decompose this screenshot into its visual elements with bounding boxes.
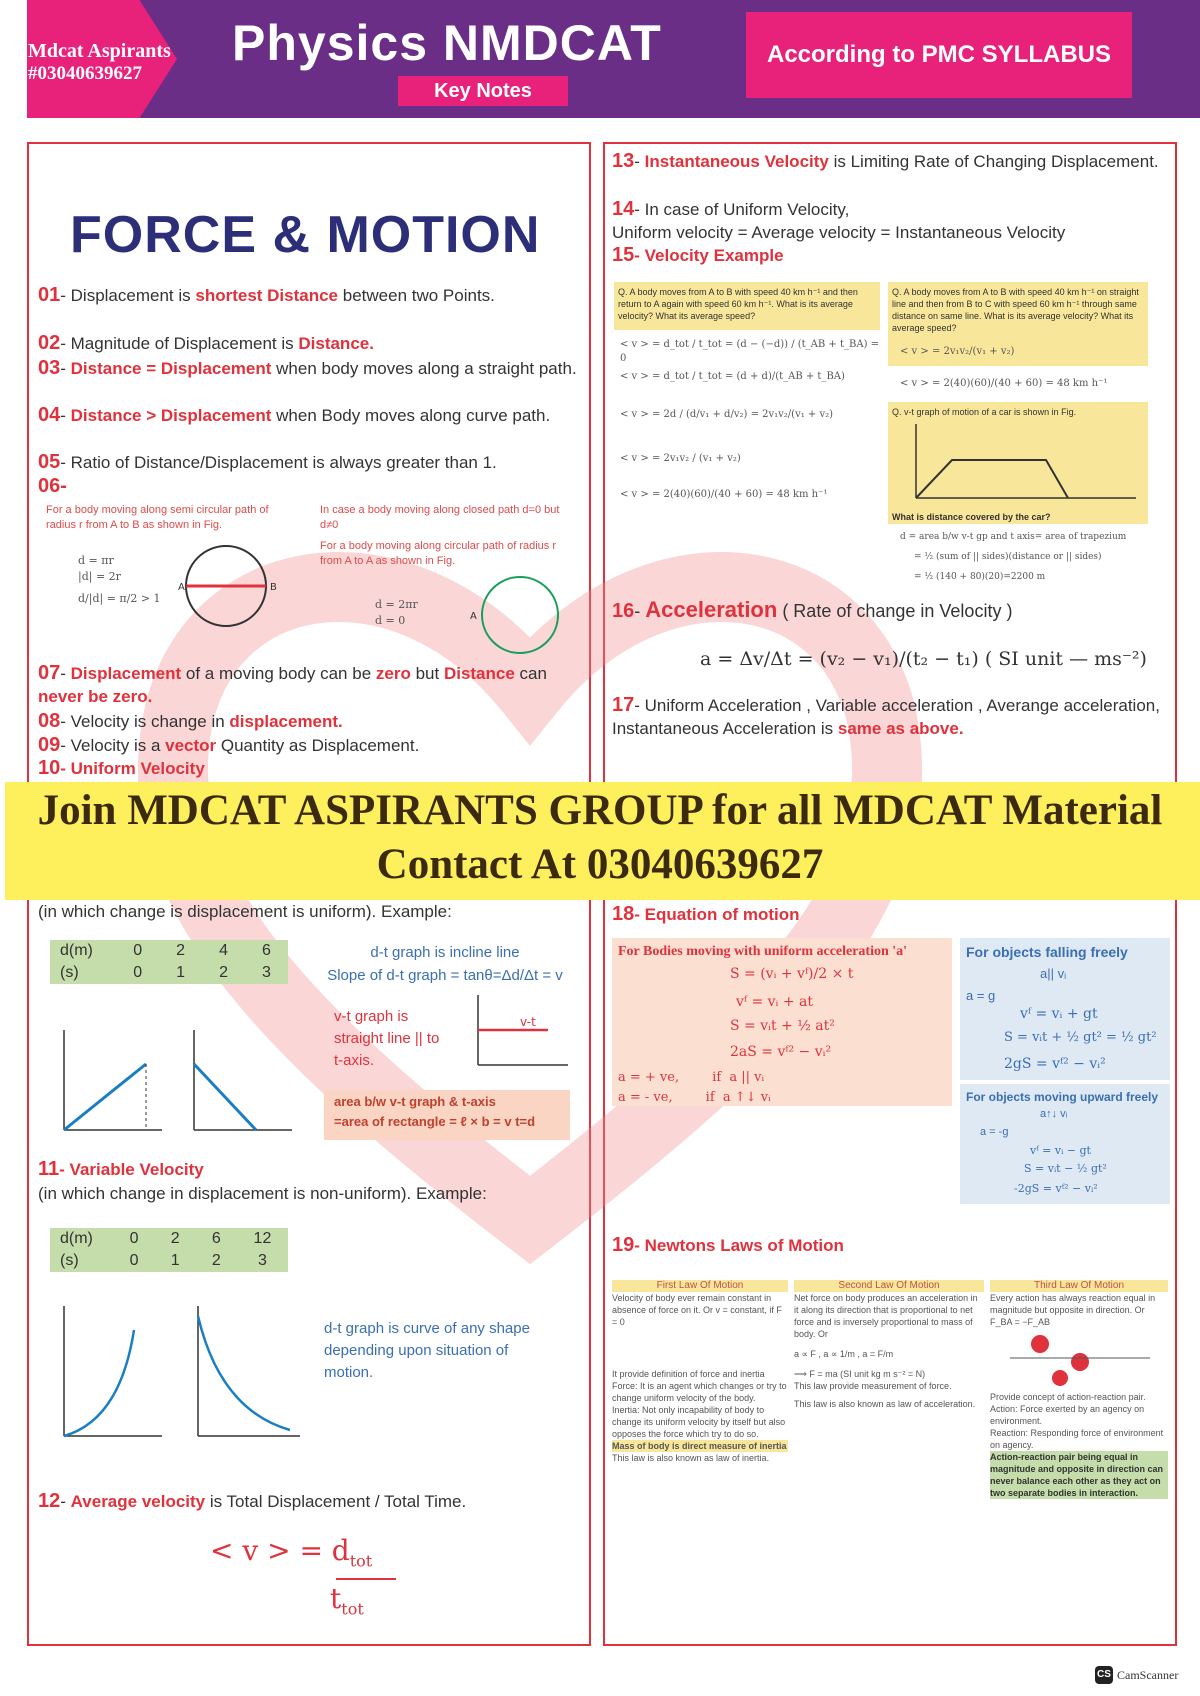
table-row: d(m) 0 2 4 6: [60, 942, 271, 959]
section-heading: FORCE & MOTION: [70, 206, 541, 264]
first-law-column: [612, 1280, 788, 1464]
upward-eq-3: -2gS = vᶠ² − vᵢ²: [1014, 1182, 1098, 1195]
first-law-mass-note: Mass of body is direct measure of inertia: [612, 1441, 787, 1451]
note-16: 16- Acceleration ( Rate of change in Velocity ): [612, 597, 1013, 622]
third-law-concept: Provide concept of action-reaction pair.: [990, 1392, 1146, 1402]
first-law-definition: It provide definition of force and inertia: [612, 1369, 765, 1379]
free-fall-eq-3: 2gS = vᶠ² − vᵢ²: [1004, 1056, 1106, 1072]
question-3-text: Q. v-t graph of motion of a car is shown in Fig.: [892, 407, 1077, 417]
example-3-step-3: = ½ (140 + 80)(20)=2200 m: [914, 572, 1046, 582]
third-law-reaction: Reaction: Responding force of environment on agency.: [990, 1428, 1164, 1450]
example-circle: For a body moving along circular path of radius r from A to A as shown in Fig.: [320, 540, 557, 567]
upward-header: For objects moving upward freely: [966, 1090, 1159, 1104]
circle-path-diagram: [470, 570, 570, 660]
equation-4: 2aS = vᶠ² − vᵢ²: [730, 1044, 832, 1060]
first-law-alias: This law is also known as law of inertia.: [612, 1453, 770, 1463]
note-06: 06-: [38, 475, 67, 497]
example-question-2: Q. A body moves from A to B with speed 40 km h⁻¹ on straight line and then from B to C with speed 60 km h⁻¹ through same distance on same line. What is its average velocity? What its average speed?: [888, 282, 1148, 366]
example-question-1: Q. A body moves from A to B with speed 40 km h⁻¹ and then return to A again with speed 60 km h⁻¹. What is its average velocity? What its average speed?: [614, 282, 880, 330]
free-fall-condition: a|| vᵢ: [1040, 966, 1067, 981]
note-14-detail: Uniform velocity = Average velocity = Instantaneous Velocity: [612, 223, 1066, 242]
slope-note: Slope of d-t graph = tanθ=Δd/Δt = v: [327, 967, 563, 984]
example-2-step-1: < v > = 2v₁v₂/(v₁ + v₂): [900, 346, 1015, 357]
sign-rule-positive: a = + ve, if a || vᵢ: [618, 1070, 765, 1085]
note-03: 03- Distance = Displacement when body moves along a straight path.: [38, 357, 577, 379]
vt-trapezium-graph: [896, 420, 1146, 506]
example-2-step-2: < v > = 2(40)(60)/(40 + 60) = 48 km h⁻¹: [900, 378, 1108, 389]
vt-graph: [468, 990, 576, 1080]
note-11-detail: (in which change in displacement is non-uniform). Example:: [38, 1184, 487, 1203]
equation-3: S = vᵢt + ½ at²: [730, 1018, 835, 1034]
promo-line-2: Contact At 03040639627: [376, 841, 824, 888]
camscanner-icon: CS: [1095, 1666, 1113, 1684]
third-law-action: Action: Force exerted by an agency on environment.: [990, 1404, 1145, 1426]
note-19: 19- Newtons Laws of Motion: [612, 1234, 844, 1256]
eq-circle-displacement: d = 0: [375, 614, 406, 627]
third-law-column: [990, 1280, 1168, 1499]
second-law-statement: Net force on body produces an acceleration in it along its direction that is proportional to net force and is inversely proportional to mass of body. Or: [794, 1293, 978, 1339]
upward-condition: a↑↓ vᵢ: [1040, 1108, 1068, 1120]
note-13: 13- Instantaneous Velocity is Limiting Rate of Changing Displacement.: [612, 150, 1159, 172]
note-15: 15- Velocity Example: [612, 244, 784, 266]
equation-2: vᶠ = vᵢ + at: [736, 994, 813, 1010]
example-1-step-2: < v > = d_tot / t_tot = (d + d)/(t_AB + t_BA): [620, 371, 845, 382]
fraction-bar: [336, 1578, 396, 1580]
svg-text:A: A: [470, 611, 477, 622]
curve-note: d-t graph is curve of any shape depending upon situation of motion.: [324, 1320, 530, 1381]
note-12: 12- Average velocity is Total Displacement / Total Time.: [38, 1490, 467, 1512]
note-08: 08- Velocity is change in displacement.: [38, 710, 343, 732]
second-law-alias: This law is also known as law of acceleration.: [794, 1399, 976, 1409]
upward-eq-1: vᶠ = vᵢ − gt: [1030, 1144, 1091, 1157]
free-fall-eq-1: vᶠ = vᵢ + gt: [1020, 1006, 1098, 1022]
dt-curve-up-graph: [50, 1300, 170, 1450]
note-05: 05- Ratio of Distance/Displacement is always greater than 1.: [38, 451, 497, 473]
table-row: d(m) 0 2 6 12: [60, 1230, 272, 1247]
first-law-statement: Velocity of body ever remain constant in absence of force on it. Or v = constant, if F = 0: [612, 1293, 782, 1327]
free-fall-eq-2: S = vᵢt + ½ gt² = ½ gt²: [1004, 1030, 1157, 1045]
brand-phone: #03040639627: [28, 63, 142, 84]
svg-text:v-t: v-t: [520, 1015, 536, 1029]
free-fall-a: a = g: [966, 988, 996, 1003]
note-09: 09- Velocity is a vector Quantity as Displacement.: [38, 734, 420, 756]
note-14: 14- In case of Uniform Velocity,: [612, 198, 850, 220]
eq-circle-distance: d = 2πr: [375, 598, 418, 611]
second-law-column: [794, 1280, 984, 1410]
upward-a: a = -g: [980, 1126, 1009, 1138]
note-10: 10- Uniform Velocity: [38, 757, 205, 779]
third-law-header: Third Law Of Motion: [990, 1280, 1168, 1292]
note-02: 02- Magnitude of Displacement is Distance.: [38, 332, 374, 354]
upward-eq-2: S = vᵢt − ½ gt²: [1024, 1162, 1107, 1175]
semicircle-diagram: [180, 540, 280, 630]
uniform-velocity-table: [50, 940, 288, 984]
promo-line-1: Join MDCAT ASPIRANTS GROUP for all MDCAT Material: [37, 787, 1163, 834]
svg-text:A: A: [178, 582, 185, 593]
note-01: 01- Displacement is shortest Distance between two Points.: [38, 284, 495, 306]
first-law-illustration: [612, 1328, 788, 1368]
variable-velocity-table: [50, 1228, 288, 1272]
area-note-1: area b/w v-t graph & t-axis: [334, 1094, 496, 1109]
third-law-illustration: [990, 1328, 1168, 1388]
example-1-step-1: < v > = d_tot / t_tot = (d − (−d)) / (t_AB + t_BA) = 0: [620, 339, 880, 364]
dt-graph-note: d-t graph is incline line: [370, 944, 520, 961]
sign-rule-negative: a = - ve, if a ↑↓ vᵢ: [618, 1090, 771, 1105]
note-10-detail: (in which change is displacement is uniform). Example:: [38, 902, 452, 921]
average-velocity-formula: < v > = $d_{tot}$: [210, 1534, 373, 1571]
table-row: (s) 0 1 2 3: [60, 1252, 267, 1269]
example-3-step-1: d = area b/w v-t gp and t axis= area of trapezium: [900, 532, 1127, 542]
first-law-force: Force: It is an agent which changes or try to change uniform velocity of the body.: [612, 1381, 787, 1403]
note-11: 11- Variable Velocity: [38, 1158, 204, 1180]
second-law-header: Second Law Of Motion: [794, 1280, 984, 1292]
eq-semicircle-displacement: |d| = 2r: [78, 570, 121, 583]
example-semicircle: For a body moving along semi circular path of radius r from A to B as shown in Fig.: [46, 504, 269, 531]
example-closed-path: In case a body moving along closed path d=0 but d≠0: [320, 504, 560, 531]
dt-curve-down-graph: [190, 1300, 310, 1450]
brand-name: Mdcat Aspirants: [28, 40, 171, 62]
dt-decreasing-graph: [180, 1024, 300, 1144]
area-note-2: =area of rectangle = ℓ × b = v t=d: [334, 1114, 536, 1129]
second-law-proportion: a ∝ F , a ∝ 1/m , a = F/m: [794, 1349, 894, 1359]
free-fall-header: For objects falling freely: [966, 944, 1128, 960]
table-row: (s) 0 1 2 3: [60, 964, 271, 981]
note-18: 18- Equation of motion: [612, 903, 800, 925]
note-17: 17- Uniform Acceleration , Variable acceleration , Averange acceleration, Instantaneous Acceleration is same as above.: [612, 694, 1160, 738]
example-1-step-4: < v > = 2v₁v₂ / (v₁ + v₂): [620, 453, 741, 464]
svg-text:B: B: [270, 582, 277, 593]
average-velocity-denominator: $t_{tot}$: [330, 1582, 364, 1619]
dt-uniform-graph: [50, 1024, 170, 1144]
third-law-statement: Every action has always reaction equal in magnitude but opposite in direction. Or F_BA = −F_AB: [990, 1293, 1156, 1327]
eq-semicircle-distance: d = πr: [78, 554, 114, 567]
vt-graph-note: v-t graph is straight line || to t-axis.: [334, 1008, 440, 1069]
first-law-header: First Law Of Motion: [612, 1280, 788, 1292]
second-law-formula: ⟹ F = ma (SI unit kg m s⁻² = N): [794, 1369, 926, 1379]
equations-uniform-header: For Bodies moving with uniform acceleration 'a': [618, 944, 908, 959]
second-law-measure: This law provide measurement of force.: [794, 1381, 952, 1391]
example-1-step-3: < v > = 2d / (d/v₁ + d/v₂) = 2v₁v₂/(v₁ + v₂): [620, 409, 834, 420]
eq-semicircle-ratio: d/|d| = π/2 > 1: [78, 592, 161, 605]
camscanner-label: CamScanner: [1117, 1668, 1179, 1682]
example-3-step-2: = ½ (sum of || sides)(distance or || sides): [914, 552, 1102, 562]
note-04: 04- Distance > Displacement when Body moves along curve path.: [38, 404, 551, 426]
page-title: Physics NMDCAT: [232, 15, 662, 71]
acceleration-formula: a = Δv/Δt = (v₂ − v₁)/(t₂ − t₁) ( SI unit — ms⁻²): [700, 648, 1147, 670]
third-law-pair-note: Action-reaction pair being equal in magnitude and opposite in direction can never balance each other as they act on two separate bodies in interaction.: [990, 1451, 1168, 1499]
question-3-prompt: What is distance covered by the car?: [892, 512, 1051, 522]
example-1-step-5: < v > = 2(40)(60)/(40 + 60) = 48 km h⁻¹: [620, 489, 828, 500]
page-subtitle: Key Notes: [398, 76, 568, 106]
first-law-inertia: Inertia: Not only incapability of body to change its uniform velocity by itself but also opposes the force which try to do so.: [612, 1405, 786, 1439]
equation-1: S = (vᵢ + vᶠ)/2 × t: [730, 966, 854, 982]
syllabus-badge: According to PMC SYLLABUS: [746, 12, 1132, 98]
note-07: 07- Displacement of a moving body can be zero but Distance can never be zero.: [38, 662, 547, 706]
